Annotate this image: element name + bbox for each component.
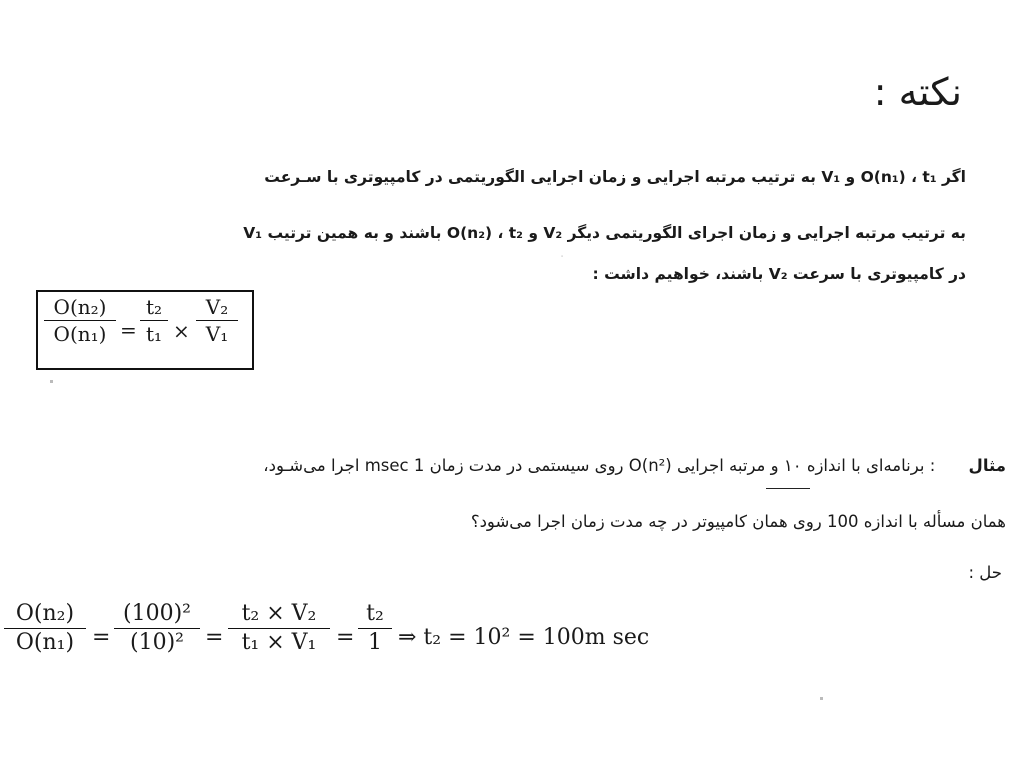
scan-bleed-mark: ·: [560, 250, 565, 265]
note-text-line-3: در کامپیوتری با سرعت V₂ باشند، خواهیم داشت :: [592, 265, 966, 283]
example-line-2: همان مسأله با اندازه 100 روی همان کامپیوتر در چه مدت زمان اجرا می‌شود؟: [470, 512, 1006, 531]
note-formula-box: [36, 290, 254, 370]
formula-speed-fraction: [196, 297, 238, 344]
solution-result: ⇒ t₂ = 10² = 100m sec: [398, 625, 650, 650]
example-label: مثال: [968, 456, 1006, 475]
note-text-line-2: V₁ باشند و به همین ترتیب O(n₂) ، t₂ و V₂ به ترتیب مرتبه اجرایی و زمان اجرای الگوریتمی دیگر: [243, 224, 966, 242]
solution-fraction-3-denominator: t₁ × V₁: [241, 630, 317, 655]
formula-time-denominator: t₁: [145, 322, 163, 346]
example-line-1: [263, 456, 1006, 475]
solution-fraction-3-numerator: t₂ × V₂: [241, 601, 317, 626]
solution-fraction-1-denominator: O(n₁): [15, 630, 75, 655]
note-title: نکته :: [873, 70, 962, 114]
solution-fraction-2-numerator: (100)²: [123, 601, 191, 626]
fraction-bar: [44, 320, 116, 321]
example-text-1: : برنامه‌ای با اندازه ۱۰ و مرتبه اجرایی (O(n² روی سیستمی در مدت زمان 1 msec اجرا می‌شـود،: [263, 456, 936, 475]
solution-equals-sign-3: =: [336, 625, 355, 650]
formula-times-sign: ×: [173, 319, 190, 343]
fraction-bar: [196, 320, 238, 321]
fraction-bar: [358, 628, 392, 629]
fraction-bar: [140, 320, 168, 321]
scan-speck: [820, 697, 823, 700]
fraction-bar: [4, 628, 86, 629]
formula-time-fraction: [140, 297, 168, 344]
solution-equals-sign-2: =: [205, 625, 224, 650]
solution-fraction-4-denominator: 1: [368, 630, 382, 655]
formula-equals-sign: =: [120, 318, 137, 342]
formula-speed-numerator: V₂: [205, 295, 229, 319]
solution-fraction-4-numerator: t₂: [366, 601, 384, 626]
solution-equals-sign-1: =: [92, 625, 111, 650]
formula-lhs-numerator: O(n₂): [53, 295, 107, 319]
solution-fraction-1-numerator: O(n₂): [15, 601, 75, 626]
formula-lhs-fraction: [44, 297, 116, 344]
solution-fraction-1: [4, 603, 86, 654]
fraction-bar: [114, 628, 200, 629]
fraction-bar: [228, 628, 330, 629]
solution-fraction-4: [358, 603, 392, 654]
solution-label: حل :: [968, 563, 1002, 582]
example-underline: [766, 484, 810, 489]
formula-lhs-denominator: O(n₁): [53, 322, 107, 346]
solution-fraction-2: [114, 603, 200, 654]
solution-fraction-2-denominator: (10)²: [130, 630, 184, 655]
scan-speck: [50, 380, 53, 383]
formula-speed-denominator: V₁: [205, 322, 229, 346]
note-text-line-1: اگر O(n₁) ، t₁ و V₁ به ترتیب مرتبه اجرایی و زمان اجرایی الگوریتمی در کامپیوتری با سـرعت: [264, 168, 966, 186]
formula-time-numerator: t₂: [145, 295, 163, 319]
solution-fraction-3: [228, 603, 330, 654]
